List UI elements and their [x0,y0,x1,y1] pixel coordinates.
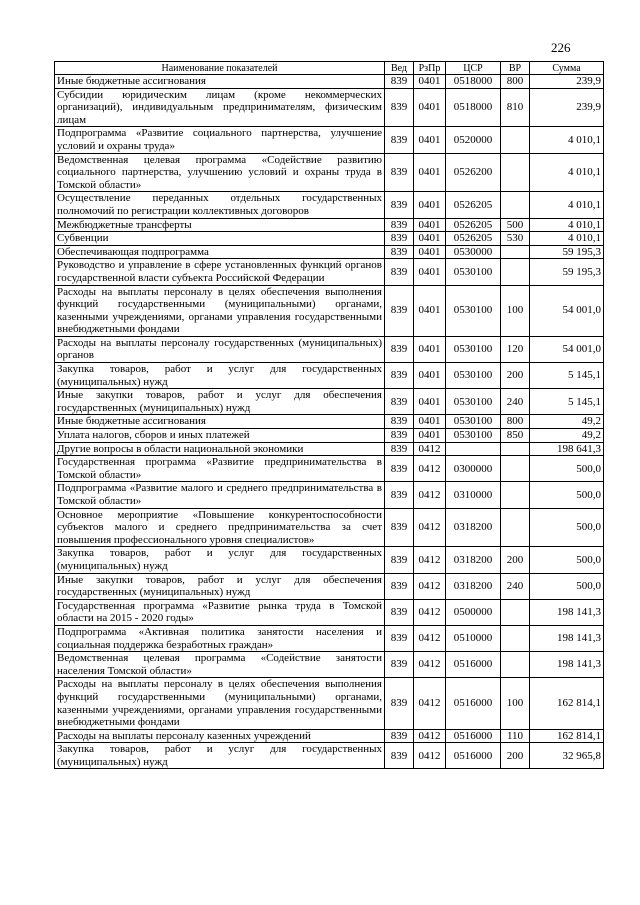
cell-name: Другие вопросы в области национальной экономики [55,442,385,456]
table-row [55,88,604,127]
cell-rzpr: 0412 [414,599,446,625]
table-header [55,62,604,75]
cell-csr: 0300000 [446,456,501,482]
cell-rzpr: 0401 [414,245,446,259]
cell-csr: 0318200 [446,573,501,599]
cell-csr: 0500000 [446,599,501,625]
table-row [55,729,604,743]
cell-vr: 240 [501,389,530,415]
cell-csr: 0530100 [446,429,501,443]
cell-ved: 839 [385,259,414,285]
cell-ved: 839 [385,232,414,246]
table-row [55,442,604,456]
cell-rzpr: 0412 [414,547,446,573]
table-row [55,547,604,573]
table-row [55,245,604,259]
cell-ved: 839 [385,285,414,336]
cell-sum: 198 141,3 [530,599,604,625]
cell-csr: 0526205 [446,218,501,232]
cell-vr: 530 [501,232,530,246]
cell-vr [501,625,530,651]
table-row [55,456,604,482]
cell-csr: 0318200 [446,508,501,547]
cell-sum: 49,2 [530,415,604,429]
table-row [55,743,604,769]
cell-ved: 839 [385,573,414,599]
cell-csr: 0318200 [446,547,501,573]
cell-csr: 0516000 [446,652,501,678]
cell-vr: 200 [501,743,530,769]
cell-rzpr: 0401 [414,415,446,429]
table-row [55,429,604,443]
cell-ved: 839 [385,482,414,508]
cell-name: Субвенции [55,232,385,246]
cell-name: Ведомственная целевая программа «Содействие развитию социального партнерства, улучшению условий и охраны труда в Томской области» [55,153,385,192]
cell-vr: 200 [501,547,530,573]
cell-rzpr: 0412 [414,743,446,769]
cell-rzpr: 0412 [414,482,446,508]
cell-sum: 162 814,1 [530,729,604,743]
table-row [55,415,604,429]
cell-sum: 162 814,1 [530,678,604,729]
cell-csr: 0520000 [446,127,501,153]
cell-sum: 49,2 [530,429,604,443]
cell-vr [501,508,530,547]
cell-sum: 239,9 [530,88,604,127]
cell-sum: 4 010,1 [530,232,604,246]
cell-name: Расходы на выплаты персоналу государственных (муниципальных) органов [55,336,385,362]
cell-rzpr: 0401 [414,285,446,336]
cell-ved: 839 [385,729,414,743]
table-row [55,218,604,232]
cell-vr [501,599,530,625]
cell-name: Уплата налогов, сборов и иных платежей [55,429,385,443]
table-row [55,389,604,415]
budget-table [54,61,604,769]
cell-ved: 839 [385,245,414,259]
cell-ved: 839 [385,153,414,192]
cell-csr: 0310000 [446,482,501,508]
cell-vr [501,456,530,482]
cell-ved: 839 [385,336,414,362]
cell-vr: 240 [501,573,530,599]
cell-vr [501,652,530,678]
header-sum: Сумма [530,62,604,75]
cell-name: Обеспечивающая подпрограмма [55,245,385,259]
table-row [55,336,604,362]
cell-rzpr: 0412 [414,573,446,599]
cell-sum: 59 195,3 [530,259,604,285]
cell-csr: 0530000 [446,245,501,259]
cell-vr: 110 [501,729,530,743]
cell-sum: 198 641,3 [530,442,604,456]
cell-name: Ведомственная целевая программа «Содействие занятости населения Томской области» [55,652,385,678]
cell-sum: 198 141,3 [530,652,604,678]
cell-rzpr: 0412 [414,456,446,482]
cell-ved: 839 [385,75,414,89]
table-row [55,259,604,285]
cell-vr [501,192,530,218]
cell-ved: 839 [385,218,414,232]
table-row [55,508,604,547]
cell-name: Основное мероприятие «Повышение конкурентоспособности субъектов малого и среднего предпринимательства за счет повышения профессионального уровня специалистов» [55,508,385,547]
cell-sum: 500,0 [530,573,604,599]
cell-rzpr: 0401 [414,218,446,232]
cell-csr: 0518000 [446,88,501,127]
cell-ved: 839 [385,625,414,651]
cell-ved: 839 [385,508,414,547]
table-row [55,652,604,678]
cell-name: Субсидии юридическим лицам (кроме некоммерческих организаций), индивидуальным предпринимателям, физическим лицам [55,88,385,127]
cell-csr: 0526205 [446,232,501,246]
cell-ved: 839 [385,599,414,625]
cell-sum: 5 145,1 [530,363,604,389]
cell-csr: 0530100 [446,285,501,336]
cell-csr: 0530100 [446,363,501,389]
cell-ved: 839 [385,743,414,769]
cell-ved: 839 [385,415,414,429]
cell-csr: 0530100 [446,259,501,285]
header-row [55,62,604,75]
cell-name: Расходы на выплаты персоналу в целях обеспечения выполнения функций государственными (муниципальными) органами, казенными учреждениями, органами управления государственными внебюджетными фондами [55,678,385,729]
cell-rzpr: 0401 [414,153,446,192]
cell-csr: 0516000 [446,678,501,729]
cell-name: Осуществление переданных отдельных государственных полномочий по регистрации коллективных договоров [55,192,385,218]
cell-csr: 0516000 [446,729,501,743]
table-row [55,232,604,246]
cell-vr: 200 [501,363,530,389]
cell-rzpr: 0401 [414,429,446,443]
cell-name: Расходы на выплаты персоналу в целях обеспечения выполнения функций государственными (муниципальными) органами, казенными учреждениями, органами управления государственными внебюджетными фондами [55,285,385,336]
cell-rzpr: 0401 [414,336,446,362]
cell-sum: 500,0 [530,508,604,547]
cell-vr: 800 [501,415,530,429]
cell-vr [501,245,530,259]
cell-name: Иные бюджетные ассигнования [55,75,385,89]
cell-csr: 0516000 [446,743,501,769]
header-vr: ВР [501,62,530,75]
cell-rzpr: 0401 [414,389,446,415]
cell-sum: 4 010,1 [530,127,604,153]
cell-sum: 4 010,1 [530,218,604,232]
cell-vr [501,482,530,508]
cell-rzpr: 0412 [414,729,446,743]
table-row [55,573,604,599]
cell-vr: 810 [501,88,530,127]
cell-sum: 4 010,1 [530,153,604,192]
cell-rzpr: 0401 [414,259,446,285]
cell-name: Межбюджетные трансферты [55,218,385,232]
table-row [55,285,604,336]
cell-rzpr: 0412 [414,678,446,729]
cell-ved: 839 [385,127,414,153]
cell-csr [446,442,501,456]
cell-csr: 0510000 [446,625,501,651]
cell-sum: 500,0 [530,547,604,573]
cell-sum: 32 965,8 [530,743,604,769]
cell-csr: 0518000 [446,75,501,89]
cell-csr: 0526205 [446,192,501,218]
cell-name: Расходы на выплаты персоналу казенных учреждений [55,729,385,743]
table-row [55,153,604,192]
cell-ved: 839 [385,652,414,678]
cell-sum: 54 001,0 [530,285,604,336]
header-rzpr: РзПр [414,62,446,75]
cell-ved: 839 [385,678,414,729]
header-name: Наименование показателей [55,62,385,75]
table-row [55,678,604,729]
table-row [55,127,604,153]
cell-name: Закупка товаров, работ и услуг для государственных (муниципальных) нужд [55,547,385,573]
cell-rzpr: 0401 [414,192,446,218]
cell-rzpr: 0401 [414,363,446,389]
cell-vr: 100 [501,285,530,336]
header-csr: ЦСР [446,62,501,75]
cell-sum: 59 195,3 [530,245,604,259]
cell-rzpr: 0412 [414,625,446,651]
cell-sum: 198 141,3 [530,625,604,651]
cell-name: Руководство и управление в сфере установленных функций органов государственной власти субъекта Российской Федерации [55,259,385,285]
cell-name: Иные бюджетные ассигнования [55,415,385,429]
cell-ved: 839 [385,456,414,482]
cell-sum: 500,0 [530,456,604,482]
cell-vr: 100 [501,678,530,729]
cell-vr: 800 [501,75,530,89]
cell-name: Закупка товаров, работ и услуг для государственных (муниципальных) нужд [55,743,385,769]
header-ved: Вед [385,62,414,75]
table-row [55,599,604,625]
cell-rzpr: 0401 [414,88,446,127]
cell-csr: 0530100 [446,389,501,415]
cell-vr [501,442,530,456]
cell-ved: 839 [385,442,414,456]
cell-sum: 500,0 [530,482,604,508]
cell-ved: 839 [385,88,414,127]
cell-name: Подпрограмма «Развитие социального партнерства, улучшение условий и охраны труда» [55,127,385,153]
cell-ved: 839 [385,389,414,415]
cell-ved: 839 [385,363,414,389]
cell-vr [501,127,530,153]
cell-rzpr: 0412 [414,652,446,678]
cell-ved: 839 [385,192,414,218]
cell-ved: 839 [385,547,414,573]
cell-csr: 0530100 [446,415,501,429]
page-number: 226 [551,40,571,55]
cell-sum: 54 001,0 [530,336,604,362]
table-row [55,192,604,218]
cell-csr: 0530100 [446,336,501,362]
cell-vr: 120 [501,336,530,362]
cell-vr: 500 [501,218,530,232]
cell-name: Иные закупки товаров, работ и услуг для обеспечения государственных (муниципальных) нужд [55,573,385,599]
cell-rzpr: 0401 [414,127,446,153]
cell-sum: 4 010,1 [530,192,604,218]
cell-csr: 0526200 [446,153,501,192]
cell-name: Государственная программа «Развитие предпринимательства в Томской области» [55,456,385,482]
cell-rzpr: 0412 [414,508,446,547]
table-row [55,363,604,389]
cell-name: Подпрограмма «Развитие малого и среднего предпринимательства в Томской области» [55,482,385,508]
cell-name: Государственная программа «Развитие рынка труда в Томской области на 2015 - 2020 годы» [55,599,385,625]
cell-rzpr: 0401 [414,75,446,89]
table-row [55,625,604,651]
cell-vr: 850 [501,429,530,443]
table-row [55,75,604,89]
cell-rzpr: 0401 [414,232,446,246]
cell-name: Закупка товаров, работ и услуг для государственных (муниципальных) нужд [55,363,385,389]
table-row [55,482,604,508]
cell-sum: 239,9 [530,75,604,89]
table-body [55,75,604,769]
cell-rzpr: 0412 [414,442,446,456]
cell-vr [501,259,530,285]
cell-name: Подпрограмма «Активная политика занятости населения и социальная поддержка безработных граждан» [55,625,385,651]
cell-name: Иные закупки товаров, работ и услуг для обеспечения государственных (муниципальных) нужд [55,389,385,415]
cell-sum: 5 145,1 [530,389,604,415]
cell-vr [501,153,530,192]
cell-ved: 839 [385,429,414,443]
